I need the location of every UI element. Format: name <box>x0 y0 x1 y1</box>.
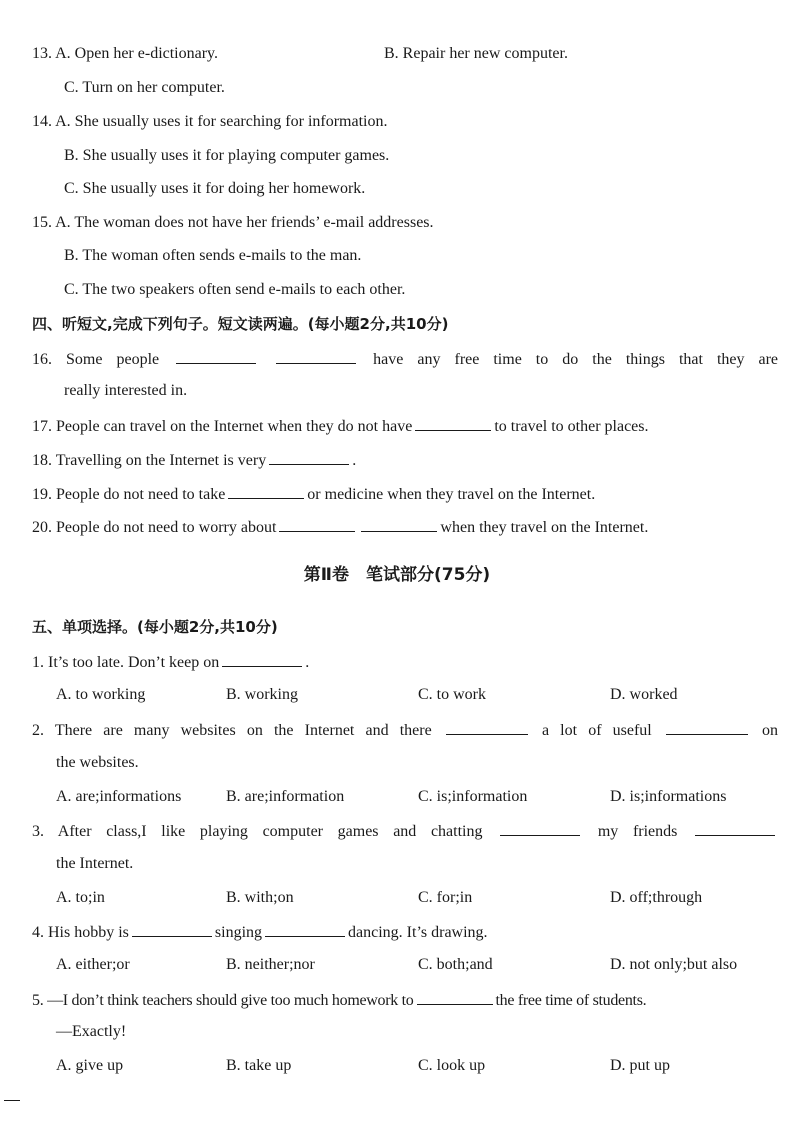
q4-option-b[interactable]: B. neither;nor <box>226 956 315 973</box>
q3-option-c[interactable]: C. for;in <box>418 889 473 906</box>
q4-stem-text-a: 4. His hobby is <box>32 924 129 941</box>
q3-stem-line2: the Internet. <box>56 855 134 872</box>
q1-option-d[interactable]: D. worked <box>610 686 678 703</box>
q1-option-b[interactable]: B. working <box>226 686 298 703</box>
q3-stem-line1 <box>32 820 778 842</box>
q5-option-c[interactable]: C. look up <box>418 1057 486 1074</box>
q18-blank[interactable] <box>269 449 349 465</box>
q2-blank-2[interactable] <box>666 719 748 735</box>
q16-blank-1[interactable] <box>176 348 256 364</box>
q15-option-b: B. The woman often sends e-mails to the man. <box>64 247 362 264</box>
q2-option-b[interactable]: B. are;information <box>226 788 345 805</box>
q2-blank-1[interactable] <box>446 719 528 735</box>
q15-option-c: C. The two speakers often send e-mails to each other. <box>64 281 406 298</box>
q2-option-d[interactable]: D. is;informations <box>610 788 727 805</box>
q4-option-c[interactable]: C. both;and <box>418 956 493 973</box>
q2-stem-text-c: on <box>762 722 778 739</box>
q20-text-b: when they travel on the Internet. <box>440 519 649 536</box>
q19-line <box>32 483 595 505</box>
q19-blank[interactable] <box>228 483 304 499</box>
q16-line1 <box>32 348 778 370</box>
q3-blank-2[interactable] <box>695 820 775 836</box>
q16-text-a: 16. Some people <box>32 351 160 368</box>
q1-stem <box>32 651 309 673</box>
q20-line <box>32 516 648 538</box>
q16-blank-2[interactable] <box>276 348 356 364</box>
q3-option-b[interactable]: B. with;on <box>226 889 294 906</box>
q4-option-a[interactable]: A. either;or <box>56 956 130 973</box>
q5-option-b[interactable]: B. take up <box>226 1057 292 1074</box>
q2-stem-line1 <box>32 719 778 741</box>
q1-blank[interactable] <box>222 651 302 667</box>
q2-stem-text-a: 2. There are many websites on the Internet and there <box>32 722 432 739</box>
q19-text-a: 19. People do not need to take <box>32 486 226 503</box>
q3-option-d[interactable]: D. off;through <box>610 889 703 906</box>
q5-stem-line2: —Exactly! <box>56 1023 127 1040</box>
q16-text-b: have any free time to do the things that they are <box>373 351 779 368</box>
section5-heading: 五、单项选择。(每小题2分,共10分) <box>32 618 278 636</box>
q1-option-a[interactable]: A. to working <box>56 686 146 703</box>
q4-stem-text-b: singing <box>214 924 263 941</box>
q14-option-a: 14. A. She usually uses it for searching for information. <box>32 113 388 130</box>
q5-blank[interactable] <box>417 989 493 1005</box>
q2-option-a[interactable]: A. are;informations <box>56 788 182 805</box>
q5-stem-text-b: the free time of students. <box>495 992 647 1009</box>
part2-title: 第Ⅱ卷 笔试部分(75分) <box>303 565 491 585</box>
section4-heading: 四、听短文,完成下列句子。短文读两遍。(每小题2分,共10分) <box>32 315 449 333</box>
q17-text-b: to travel to other places. <box>494 418 649 435</box>
q20-blank-2[interactable] <box>361 516 437 532</box>
q13-option-c: C. Turn on her computer. <box>64 79 225 96</box>
q4-blank-2[interactable] <box>265 921 345 937</box>
q5-stem-text-a: 5. —I don’t think teachers should give too much homework to <box>32 992 414 1009</box>
q16-line2: really interested in. <box>64 382 188 399</box>
q1-stem-end: . <box>305 654 310 671</box>
q4-stem-text-c: dancing. It’s drawing. <box>348 924 488 941</box>
q3-stem-text-a: 3. After class,I like playing computer games and chatting <box>32 823 483 840</box>
q13-option-a: 13. A. Open her e-dictionary. <box>32 45 219 62</box>
q1-option-c[interactable]: C. to work <box>418 686 486 703</box>
q4-stem <box>32 921 488 943</box>
q13-option-b: B. Repair her new computer. <box>384 45 568 62</box>
q20-blank-1[interactable] <box>279 516 355 532</box>
q15-option-a: 15. A. The woman does not have her friends’ e-mail addresses. <box>32 214 434 231</box>
q2-option-c[interactable]: C. is;information <box>418 788 528 805</box>
q17-blank[interactable] <box>415 415 491 431</box>
q2-stem-line2: the websites. <box>56 754 139 771</box>
q18-text-a: 18. Travelling on the Internet is very <box>32 452 267 469</box>
q14-option-b: B. She usually uses it for playing computer games. <box>64 147 390 164</box>
q3-option-a[interactable]: A. to;in <box>56 889 105 906</box>
q18-line <box>32 449 356 471</box>
q5-option-a[interactable]: A. give up <box>56 1057 124 1074</box>
q14-option-c: C. She usually uses it for doing her homework. <box>64 180 366 197</box>
q17-text-a: 17. People can travel on the Internet when they do not have <box>32 418 413 435</box>
q5-stem-line1 <box>32 989 646 1011</box>
q5-option-d[interactable]: D. put up <box>610 1057 670 1074</box>
q4-option-d[interactable]: D. not only;but also <box>610 956 738 973</box>
q3-blank-1[interactable] <box>500 820 580 836</box>
q2-stem-text-b: a lot of useful <box>541 722 652 739</box>
q17-line <box>32 415 649 437</box>
q18-text-b: . <box>352 452 357 469</box>
q3-stem-text-b: my friends <box>597 823 678 840</box>
page-edge-mark <box>4 1100 20 1101</box>
q1-stem-text: 1. It’s too late. Don’t keep on <box>32 654 220 671</box>
q4-blank-1[interactable] <box>132 921 212 937</box>
q20-text-a: 20. People do not need to worry about <box>32 519 277 536</box>
q19-text-b: or medicine when they travel on the Internet. <box>307 486 596 503</box>
